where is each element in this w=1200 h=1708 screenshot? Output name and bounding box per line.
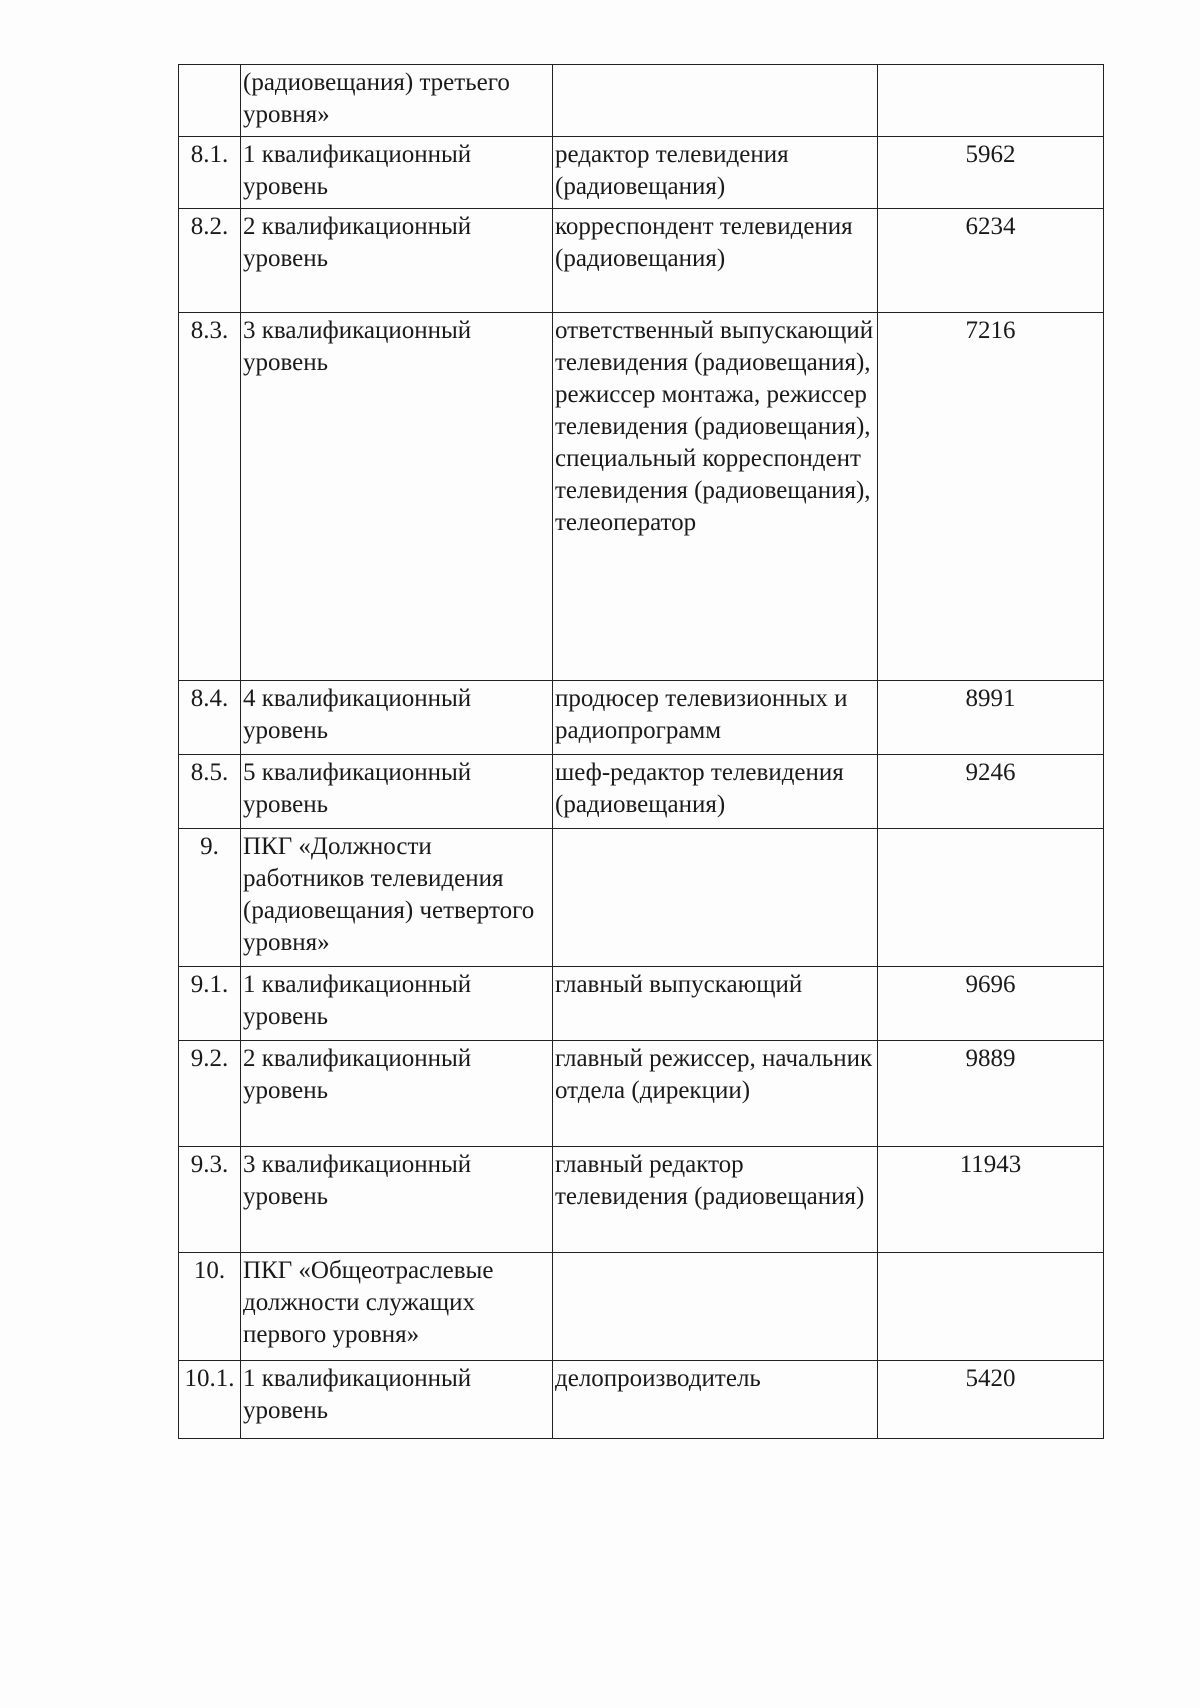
table-row <box>179 313 1104 681</box>
position-list: главный режиссер, начальник отдела (дирекции) <box>553 1041 878 1147</box>
salary-value: 9696 <box>878 967 1104 1041</box>
table-row <box>179 1147 1104 1253</box>
salary-value: 5420 <box>878 1361 1104 1439</box>
row-number: 10. <box>179 1253 241 1361</box>
qualification-group: ПКГ «Должности работников телевидения (радиовещания) четвертого уровня» <box>241 829 553 967</box>
row-number <box>179 65 241 137</box>
salary-value: 6234 <box>878 209 1104 313</box>
qualification-group: 3 квалификационный уровень <box>241 313 553 681</box>
salary-value: 9889 <box>878 1041 1104 1147</box>
salary-value: 5962 <box>878 137 1104 209</box>
table-row <box>179 755 1104 829</box>
row-number: 8.4. <box>179 681 241 755</box>
qualification-group: 5 квалификационный уровень <box>241 755 553 829</box>
position-list <box>553 1253 878 1361</box>
table-row <box>179 967 1104 1041</box>
position-list: главный выпускающий <box>553 967 878 1041</box>
table-row <box>179 1041 1104 1147</box>
table-row <box>179 681 1104 755</box>
qualification-group: 2 квалификационный уровень <box>241 209 553 313</box>
salary-table <box>178 64 1104 1439</box>
table-row <box>179 829 1104 967</box>
qualification-group: 1 квалификационный уровень <box>241 1361 553 1439</box>
qualification-group: 2 квалификационный уровень <box>241 1041 553 1147</box>
salary-value: 11943 <box>878 1147 1104 1253</box>
row-number: 9.2. <box>179 1041 241 1147</box>
salary-value <box>878 1253 1104 1361</box>
row-number: 8.2. <box>179 209 241 313</box>
salary-value: 8991 <box>878 681 1104 755</box>
qualification-group: ПКГ «Общеотраслевые должности служащих первого уровня» <box>241 1253 553 1361</box>
position-list: делопроизводитель <box>553 1361 878 1439</box>
qualification-group: 4 квалификационный уровень <box>241 681 553 755</box>
salary-value <box>878 65 1104 137</box>
row-number: 9.1. <box>179 967 241 1041</box>
position-list: главный редактор телевидения (радиовещания) <box>553 1147 878 1253</box>
table-row <box>179 1253 1104 1361</box>
table-row <box>179 209 1104 313</box>
salary-value: 7216 <box>878 313 1104 681</box>
qualification-group: 1 квалификационный уровень <box>241 967 553 1041</box>
position-list: продюсер телевизионных и радиопрограмм <box>553 681 878 755</box>
qualification-group: 3 квалификационный уровень <box>241 1147 553 1253</box>
row-number: 8.3. <box>179 313 241 681</box>
position-list: шеф-редактор телевидения (радиовещания) <box>553 755 878 829</box>
table-row <box>179 65 1104 137</box>
position-list: корреспондент телевидения (радиовещания) <box>553 209 878 313</box>
salary-value: 9246 <box>878 755 1104 829</box>
position-list: редактор телевидения (радиовещания) <box>553 137 878 209</box>
row-number: 9. <box>179 829 241 967</box>
row-number: 10.1. <box>179 1361 241 1439</box>
position-list <box>553 829 878 967</box>
table-row <box>179 137 1104 209</box>
table-row <box>179 1361 1104 1439</box>
position-list: ответственный выпускающий телевидения (радиовещания), режиссер монтажа, режиссер телевидения (радиовещания), специальный корреспондент телевидения (радиовещания), телеоператор <box>553 313 878 681</box>
salary-value <box>878 829 1104 967</box>
row-number: 8.1. <box>179 137 241 209</box>
row-number: 9.3. <box>179 1147 241 1253</box>
position-list <box>553 65 878 137</box>
qualification-group: (радиовещания) третьего уровня» <box>241 65 553 137</box>
row-number: 8.5. <box>179 755 241 829</box>
qualification-group: 1 квалификационный уровень <box>241 137 553 209</box>
